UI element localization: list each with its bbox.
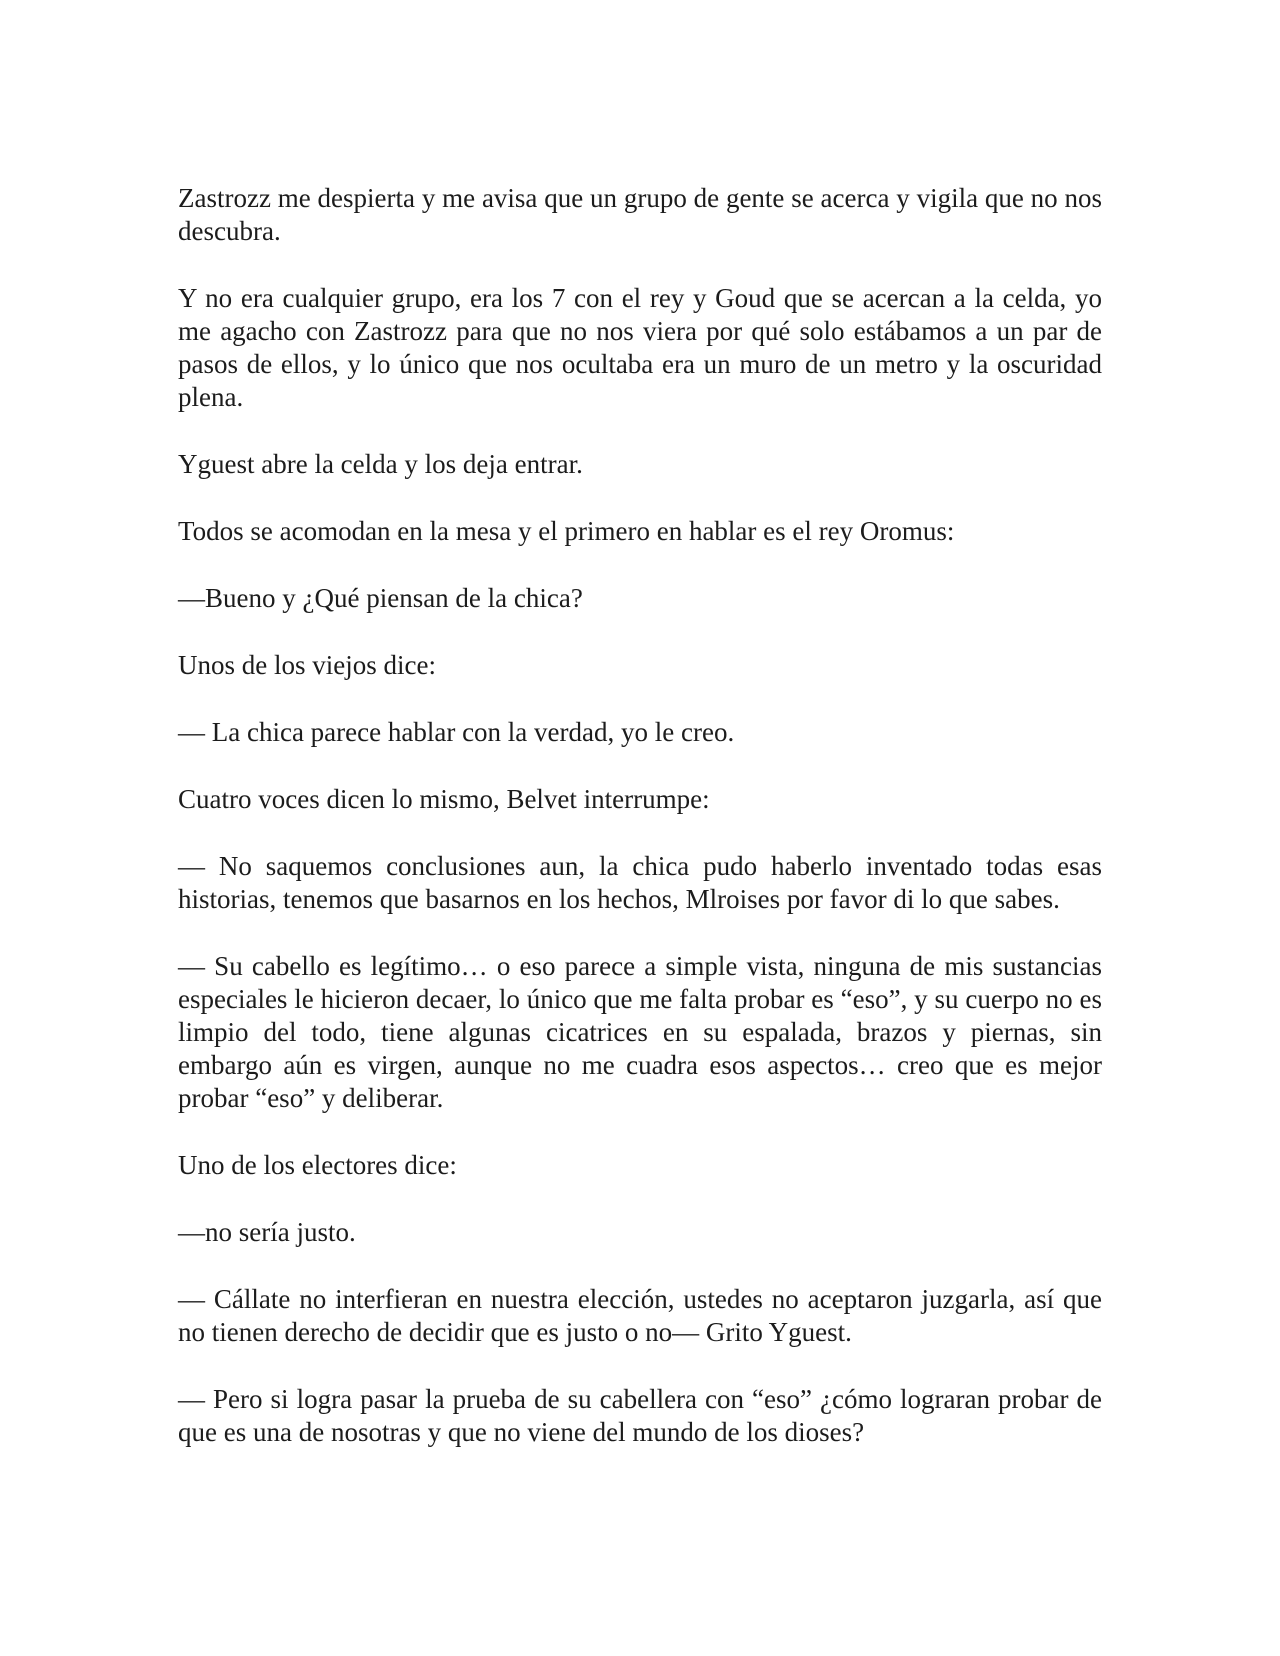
paragraph: Yguest abre la celda y los deja entrar. xyxy=(178,449,583,479)
dialogue-line: — Cállate no interfieran en nuestra elección, ustedes no aceptaron juzgarla, así que no tienen derecho de decidir que es justo o no— Grito Yguest. xyxy=(178,1284,1102,1347)
dialogue-line: —no sería justo. xyxy=(178,1217,356,1247)
dialogue-line: — Su cabello es legítimo… o eso parece a simple vista, ninguna de mis sustancias especiales le hicieron decaer, lo único que me falta probar es “eso”, y su cuerpo no es limpio del todo, tiene algunas cicatrices en su espalada, brazos y piernas, sin embargo aún es virgen, aunque no me cuadra esos aspectos… creo que es mejor probar “eso” y deliberar. xyxy=(178,951,1102,1113)
paragraph: Todos se acomodan en la mesa y el primero en hablar es el rey Oromus: xyxy=(178,516,955,546)
paragraph: Uno de los electores dice: xyxy=(178,1150,457,1180)
dialogue-line: — La chica parece hablar con la verdad, yo le creo. xyxy=(178,717,735,747)
dialogue-line: — Pero si logra pasar la prueba de su cabellera con “eso” ¿cómo lograran probar de que es una de nosotras y que no viene del mundo de los dioses? xyxy=(178,1384,1102,1447)
dialogue-line: —Bueno y ¿Qué piensan de la chica? xyxy=(178,583,583,613)
paragraph: Unos de los viejos dice: xyxy=(178,650,436,680)
document-page xyxy=(178,182,1102,1483)
paragraph: Cuatro voces dicen lo mismo, Belvet interrumpe: xyxy=(178,784,710,814)
paragraph: Y no era cualquier grupo, era los 7 con el rey y Goud que se acercan a la celda, yo me agacho con Zastrozz para que no nos viera por qué solo estábamos a un par de pasos de ellos, y lo único que nos ocultaba era un muro de un metro y la oscuridad plena. xyxy=(178,283,1102,412)
paragraph: Zastrozz me despierta y me avisa que un grupo de gente se acerca y vigila que no nos descubra. xyxy=(178,183,1102,246)
dialogue-line: — No saquemos conclusiones aun, la chica pudo haberlo inventado todas esas historias, tenemos que basarnos en los hechos, Mlroises por favor di lo que sabes. xyxy=(178,851,1102,914)
